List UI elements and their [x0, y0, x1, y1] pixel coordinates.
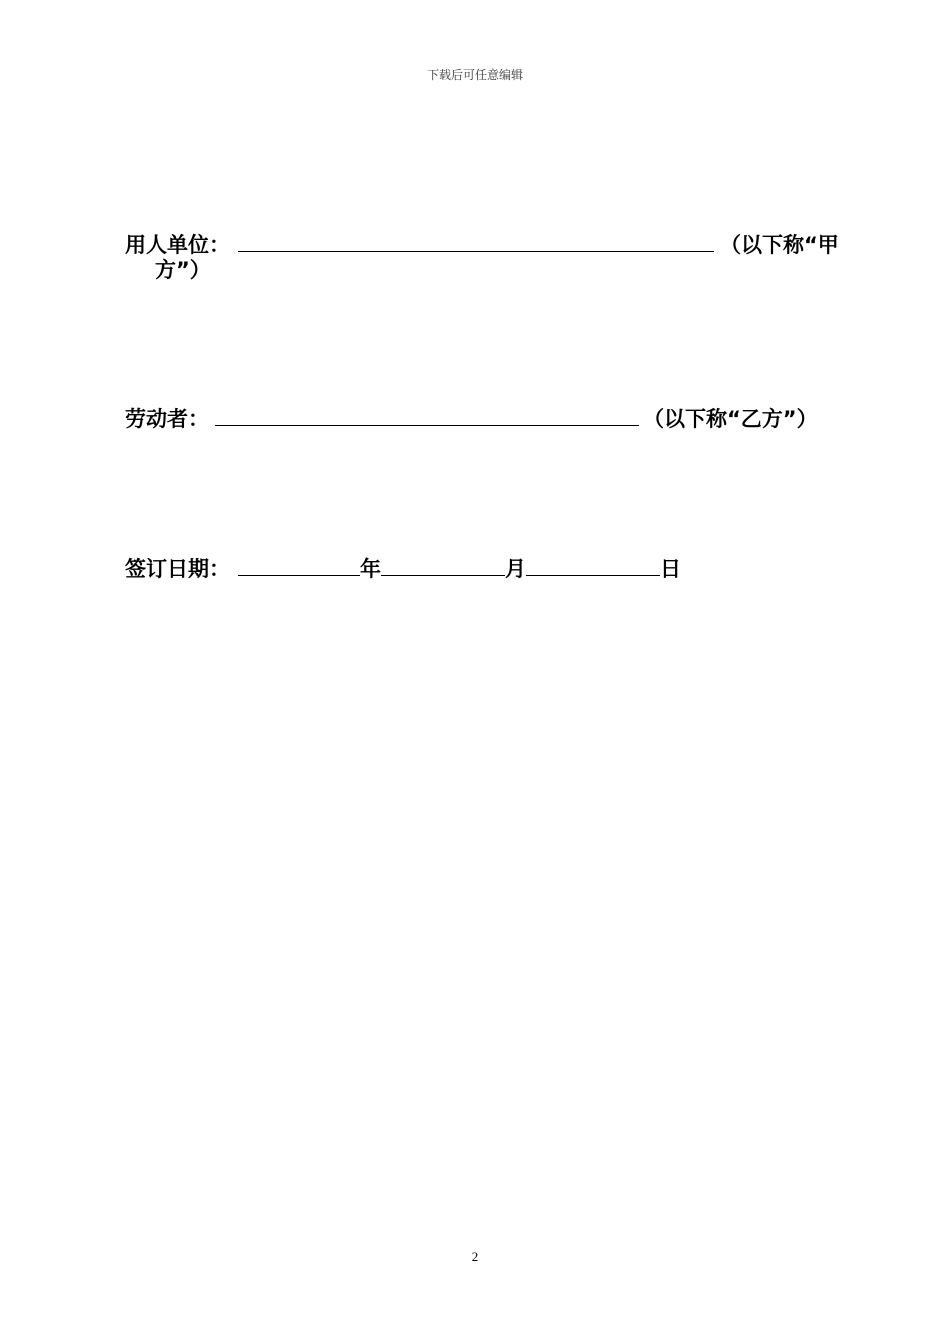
employer-label: 用人单位： — [125, 233, 230, 257]
employer-suffix: （以下称“甲 — [720, 233, 839, 257]
worker-field — [125, 403, 818, 433]
worker-suffix: （以下称“乙方”） — [643, 407, 818, 431]
worker-label: 劳动者： — [125, 407, 209, 431]
employer-blank[interactable] — [238, 229, 714, 252]
worker-blank[interactable] — [215, 403, 639, 426]
year-blank[interactable] — [238, 553, 360, 576]
employer-field — [125, 229, 839, 259]
month-label: 月 — [505, 557, 526, 581]
date-field — [125, 553, 681, 583]
employer-suffix-wrap: 方”） — [155, 258, 211, 282]
header-note: 下载后可任意编辑 — [426, 68, 523, 82]
page-number: 2 — [471, 1249, 479, 1264]
year-label: 年 — [360, 557, 381, 581]
day-blank[interactable] — [526, 553, 660, 576]
date-label: 签订日期： — [125, 557, 230, 581]
month-blank[interactable] — [381, 553, 505, 576]
day-label: 日 — [660, 557, 681, 581]
